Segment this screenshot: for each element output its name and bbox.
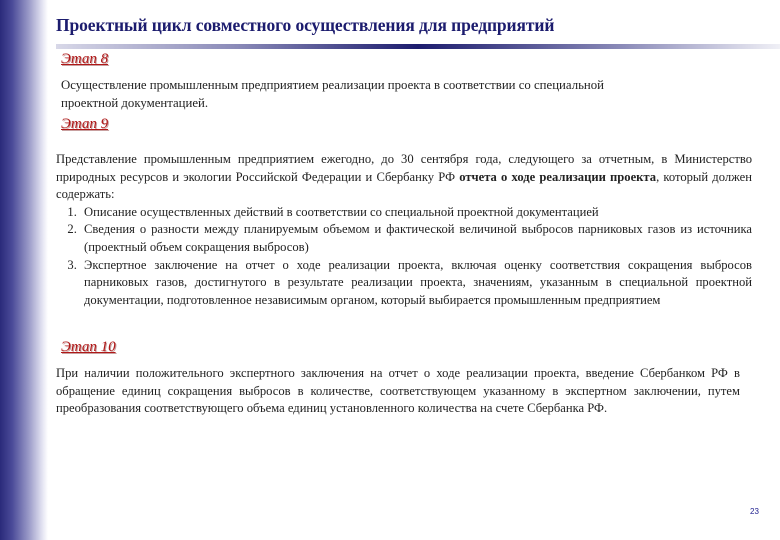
- stage-9-body: [56, 151, 752, 309]
- title-divider: [56, 44, 780, 49]
- stage-8-text: Осуществление промышленным предприятием реализации проекта в соответствии со специальной проектной документацией.: [61, 78, 605, 110]
- list-item: 1. Описание осуществленных действий в соответствии со специальной проектной документацией: [80, 204, 752, 222]
- page-number: 23: [750, 507, 759, 516]
- stage-9-list: [56, 204, 752, 310]
- stage-9-intro-text: Представление промышленным предприятием ежегодно, до 30 сентября года, следующего за отчетным, в Министерство природных ресурсов и экологии Российской Федерации и Сбербанку РФ: [56, 152, 752, 184]
- slide-title: Проектный цикл совместного осуществления для предприятий: [56, 15, 555, 35]
- list-item: 2. Сведения о разности между планируемым объемом и фактической величиной выбросов парниковых газов из источника (проектный объем сокращения выбросов): [80, 221, 752, 256]
- stage-9-intro: [56, 151, 752, 204]
- stage-9-intro-end: , который должен содержать:: [56, 169, 752, 202]
- stage-9-heading: Этап 9: [61, 116, 109, 132]
- left-gradient-bar: [0, 0, 48, 540]
- stage-9-intro-bold: отчета о ходе реализации проекта: [459, 169, 657, 184]
- stage-8-heading: Этап 8: [61, 51, 109, 67]
- stage-10-heading: Этап 10: [61, 339, 116, 355]
- stage-10-text: При наличии положительного экспертного заключения на отчет о ходе реализации проекта, введение Сбербанком РФ в обращение единиц сокращения выбросов в количестве, соответствующем указанному в экспертном заключении, путем преобразования соответствующего объема единиц установленного количества на счете Сбербанка РФ.: [56, 366, 740, 416]
- list-item: 3. Экспертное заключение на отчет о ходе реализации проекта, включая оценку соответствия сокращения выбросов парниковых газов, достигнутого в результате реализации проекта, значениям, указанным в специальной проектной документации, подготовленное независимым органом, который выбирается промышленным предприятием: [80, 257, 752, 310]
